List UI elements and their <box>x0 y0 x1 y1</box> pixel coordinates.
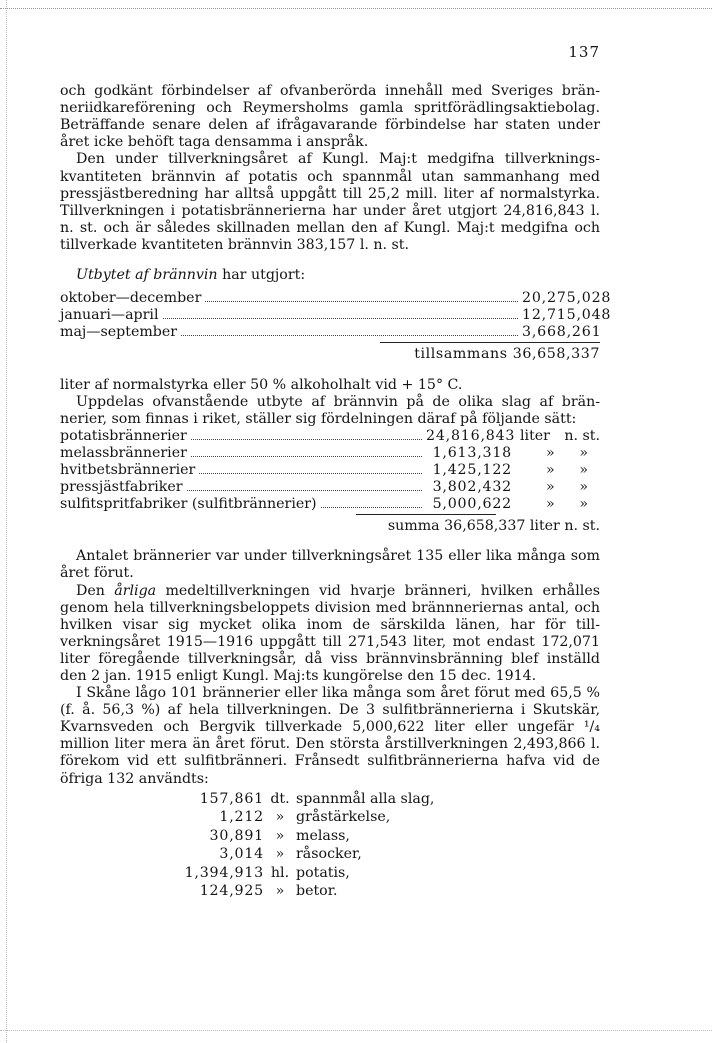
distribution-value: 1,613,318 <box>432 444 512 461</box>
paragraph-5-rest: medeltillverkningen vid hvarje bränneri, hvilken erhålles genom hela tillverkningsbeloppets division med brännneriernas antal, och hvilken visar sig mycket olika inom de särskilda länen, har för tillverkningsåret 1915—1916 uppgått till 271,543 liter, mot endast 172,071 liter föregående tillverkningsår, då viss brännvinsbränning blef inställd den 2 jan. 1915 enligt Kungl. Maj:ts kungörelse den 15 dec. 1914. <box>60 582 601 684</box>
raw-material-row <box>180 808 600 827</box>
unit-secondary: » <box>579 444 588 461</box>
leader-dots <box>321 507 422 508</box>
raw-material-unit: » <box>275 846 285 863</box>
yield-row-label: januari—april <box>60 307 159 324</box>
unit-primary: » <box>546 496 555 513</box>
unit-secondary: » <box>579 461 588 478</box>
distribution-unit <box>520 445 600 462</box>
leader-dots <box>191 456 422 457</box>
raw-material-qty: 30,891 <box>209 827 264 844</box>
yield-heading <box>60 267 600 284</box>
distribution-label: potatisbrännerier <box>60 427 187 444</box>
paragraph-1: och godkänt förbindelser af ofvanberörda innehåll med Sveriges bränneriidkareförening och Reymersholms gamla spritförädlingsaktiebolag. Beträffande senare delen af ifrågavarande förbindelse har staten under året icke behöft taga densamma i anspråk. <box>60 83 600 151</box>
scan-border-top <box>0 8 712 9</box>
distribution-label: sulfitspritfabriker (sulfitbrännerier) <box>60 496 317 513</box>
raw-material-qty: 124,925 <box>199 883 264 900</box>
unit-primary: liter <box>520 427 550 444</box>
leader-dots <box>205 301 518 302</box>
raw-material-row <box>180 827 600 846</box>
unit-secondary: n. st. <box>564 427 600 444</box>
raw-material-name: melass, <box>296 827 350 844</box>
paragraph-3: Uppdelas ofvanstående utbyte af brännvin på de olika slag af brännerier, som finnas i riket, ställer sig fördelningen däraf på följande sätt: <box>60 393 600 427</box>
scan-border-left <box>6 0 7 1043</box>
paragraph-5-italic: årliga <box>114 582 157 599</box>
raw-material-row <box>180 845 600 864</box>
leader-dots <box>191 439 422 440</box>
raw-material-name: spannmål alla slag, <box>296 790 435 807</box>
leader-dots <box>199 473 422 474</box>
distribution-unit <box>520 462 600 479</box>
strength-line: liter af normalstyrka eller 50 % alkoholhalt vid + 15° C. <box>60 376 463 393</box>
leader-dots <box>181 335 518 336</box>
raw-materials-list <box>180 790 600 901</box>
leader-dots <box>187 490 422 491</box>
paragraph-6: I Skåne lågo 101 brännerier eller lika många som året förut med 65,5 % (f. å. 56,3 %) af hela tillverkningen. De 3 sulfitbrännerierna i Skutskär, Kvarnsveden och Bergvik tillverkade 5,000,622 liter eller ungefär ¹/₄ million liter mera än året förut. Den största årstillverkningen 2,493,866 l. förekom vid ett sulfitbränneri. Frånsedt sulfitbrännerierna hafva vid de öfriga 132 användts: <box>60 685 600 787</box>
unit-primary: » <box>546 444 555 461</box>
distribution-row <box>60 428 600 445</box>
raw-material-name: betor. <box>296 883 338 900</box>
yield-row-label: oktober—december <box>60 290 202 307</box>
distribution-label: melassbrännerier <box>60 444 187 461</box>
distribution-row <box>60 479 600 496</box>
distribution-value: 1,425,122 <box>432 461 512 478</box>
distribution-row <box>60 496 600 513</box>
raw-material-row <box>180 790 600 809</box>
paragraph-2: Den under tillverkningsåret af Kungl. Maj:t medgifna tillverkningskvantiteten brännvin af potatis och spannmål utan sammanhang med pressjästberedning har alltså uppgått till 25,2 mill. liter af normalstyrka. Tillverkningen i potatisbrännerierna har under året utgjort 24,816,843 l. n. st. och är således skillnaden mellan den af Kungl. Maj:t medgifna och tillverkade kvantiteten brännvin 383,157 l. n. st. <box>60 151 600 253</box>
raw-material-row <box>180 864 600 883</box>
leader-dots <box>163 318 519 319</box>
yield-row <box>60 307 612 324</box>
unit-secondary: » <box>579 479 588 496</box>
paragraph-4: Antalet brännerier var under tillverkningsåret 135 eller lika många som året förut. <box>60 548 600 582</box>
distribution-label: pressjästfabriker <box>60 479 183 496</box>
raw-material-name: gråstärkelse, <box>296 809 391 826</box>
distribution-row <box>60 445 600 462</box>
raw-material-name: råsocker, <box>296 846 362 863</box>
raw-material-row <box>180 882 600 901</box>
yield-table <box>60 290 612 363</box>
distribution-value: 3,802,432 <box>432 479 512 496</box>
distribution-unit <box>520 496 600 513</box>
scan-border-bottom <box>0 1030 712 1031</box>
unit-primary: » <box>546 461 555 478</box>
yield-row-value: 20,275,028 <box>522 290 612 307</box>
yield-row-label: maj—september <box>60 324 178 341</box>
raw-material-unit: » <box>275 883 285 900</box>
distribution-unit <box>520 479 600 496</box>
yield-row <box>60 290 612 307</box>
yield-heading-rest: har utgjort: <box>217 267 306 284</box>
unit-primary: » <box>546 479 555 496</box>
distribution-total: summa 36,658,337 liter n. st. <box>387 518 600 535</box>
paragraph-5 <box>60 583 600 686</box>
distribution-value: 5,000,622 <box>432 496 512 513</box>
document-page <box>60 43 612 901</box>
distribution-unit <box>520 428 600 445</box>
raw-material-qty: 3,014 <box>219 846 264 863</box>
raw-material-qty: 1,394,913 <box>184 864 264 881</box>
raw-material-name: potatis, <box>296 864 350 881</box>
raw-material-unit: » <box>275 809 285 826</box>
page-number: 137 <box>568 43 600 61</box>
yield-heading-italic: Utbytet af brännvin <box>76 267 218 284</box>
distribution-row <box>60 462 600 479</box>
yield-row <box>60 324 600 341</box>
yield-row-value: 3,668,261 <box>522 324 602 341</box>
raw-material-qty: 1,212 <box>219 809 264 826</box>
distribution-label: hvitbetsbrännerier <box>60 461 196 478</box>
distribution-table <box>60 428 600 536</box>
raw-material-unit: dt. <box>270 790 290 807</box>
distribution-value: 24,816,843 <box>426 427 516 444</box>
raw-material-unit: » <box>275 827 285 844</box>
raw-material-qty: 157,861 <box>199 790 264 807</box>
raw-material-unit: hl. <box>270 864 290 881</box>
paragraph-5-start: Den <box>76 582 115 599</box>
yield-total: tillsammans 36,658,337 <box>414 346 600 363</box>
yield-row-value: 12,715,048 <box>522 307 612 324</box>
unit-secondary: » <box>579 496 588 513</box>
